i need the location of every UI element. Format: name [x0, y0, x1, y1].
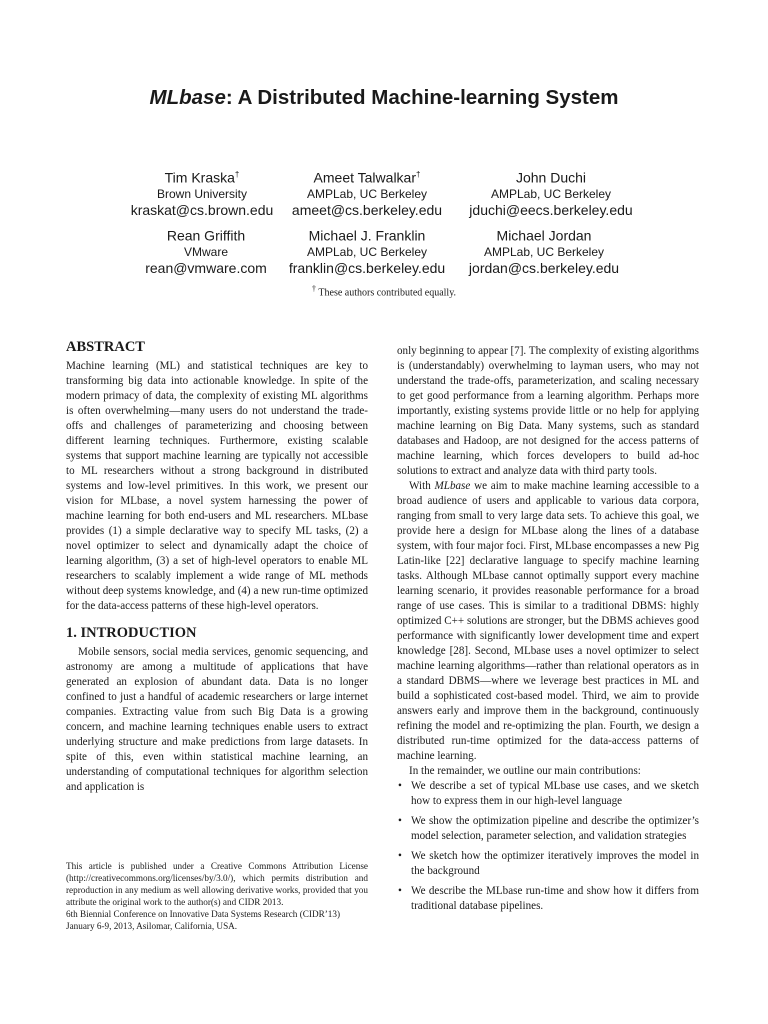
author-block — [444, 224, 644, 278]
author-affiliation: AMPLab, UC Berkeley — [490, 186, 612, 201]
author-affiliation: AMPLab, UC Berkeley — [306, 186, 428, 201]
intro-paragraph-1-continued: only beginning to appear [7]. The complexity of existing algorithms is (understandably) overwhelming to layman users, who may not understand the trade-offs, parameterization, and scaling necessary to get good performance from a learning algorithm. Perhaps more importantly, existing systems provide little or no help for applying machine learning on Big Data. Many systems, such as standard databases and Hadoop, are not designed for the access patterns of machine learning, which forces developers to build ad-hoc solutions to extract and analyze data with third party tools. — [397, 345, 699, 477]
author-affiliation: Brown University — [156, 186, 248, 201]
list-item: • We sketch how the optimizer iteratively improves the model in the background — [398, 850, 699, 877]
author-name: Ameet Talwalkar† — [313, 169, 421, 186]
author-block — [267, 166, 467, 220]
author-email: franklin@cs.berkeley.edu — [288, 259, 446, 276]
author-block — [267, 224, 467, 278]
conference-date-location: January 6-9, 2013, Asilomar, California, USA. — [66, 921, 238, 931]
system-name-italic: MLbase — [434, 480, 471, 492]
title-rest: : A Distributed Machine-learning System — [225, 86, 619, 109]
author-email: rean@vmware.com — [145, 259, 267, 276]
list-item: • We describe a set of typical MLbase use cases, and we sketch how to express them in our high-level language — [398, 780, 699, 807]
bullet-icon: • — [398, 815, 402, 827]
bullet-icon: • — [398, 780, 402, 792]
title-system-name: MLbase — [149, 86, 226, 109]
author-affiliation: AMPLab, UC Berkeley — [483, 244, 605, 259]
author-affiliation: AMPLab, UC Berkeley — [306, 244, 428, 259]
paper-title — [0, 86, 768, 110]
author-email: jduchi@eecs.berkeley.edu — [469, 201, 633, 218]
author-block — [451, 166, 651, 220]
intro-paragraph-2: With MLbase we aim to make machine learning accessible to a broad audience of users and applicable to various data corpora, ranging from small to very large data sets. To achieve this goal, we provide here a design for MLbase along the lines of a database system, with four major foci. First, MLbase encompasses a new Pig Latin-like [22] declarative language to specify machine learning tasks. Although MLbase cannot optimally support every machine learning scenario, it provides reasonable performance for a broad range of use cases. This is similar to a traditional DBMS: highly optimized C++ solutions are stronger, but the DBMS achieves good performance with significantly lower development time and expert knowledge [28]. Second, MLbase uses a novel optimizer to select machine learning algorithms—rather than relational operators as in a standard DBMS—where we leverage best practices in ML and build a sophisticated cost-based model. Third, we aim to provide answers early and improve them in the background, continuously refining the model and re-optimizing the plan. Fourth, we design a distributed run-time optimized for the data-access patterns of machine learning. — [397, 480, 699, 762]
bullet-icon: • — [398, 885, 402, 897]
abstract-text: Machine learning (ML) and statistical techniques are key to transforming big data into actionable knowledge. In spite of the modern primacy of data, the complexity of existing ML algorithms is often overwhelming—many users do not understand the trade-offs and challenges of parameterizing and choosing between different learning techniques. Furthermore, existing scalable systems that support machine learning are typically not accessible to ML researchers without a strong background in distributed systems and low-level primitives. In this work, we present our vision for MLbase, a novel system harnessing the power of machine learning for both end-users and ML researchers. MLbase provides (1) a simple declarative way to specify ML tasks, (2) a novel optimizer to select and dynamically adapt the choice of learning algorithm, (3) a set of high-level operators to enable ML researchers to scalably implement a wide range of ML methods without deep systems knowledge, and (4) a new run-time optimized for the data-access patterns of these high-level operators. — [66, 360, 368, 612]
author-name: Tim Kraska† — [164, 169, 240, 186]
right-column — [397, 344, 699, 919]
intro-paragraph-3: In the remainder, we outline our main contributions: — [409, 765, 641, 777]
author-name: Michael J. Franklin — [308, 227, 426, 244]
equal-contribution-mark: † — [234, 170, 240, 179]
author-name: Rean Griffith — [166, 227, 246, 244]
bullet-icon: • — [398, 850, 402, 862]
equal-contribution-mark: † — [311, 284, 317, 293]
intro-paragraph-1: Mobile sensors, social media services, genomic sequencing, and astronomy are among a multitude of applications that have generated an explosion of abundant data. Data is no longer confined to just a handful of academic researchers or large internet companies. Extracting value from such Big Data is a growing concern, and machine learning techniques enable users to extract underlying structure and make predictions from large datasets. In spite of this, even within statistical machine learning, an understanding of computational techniques for algorithm selection and application is — [66, 646, 368, 793]
abstract-heading: ABSTRACT — [66, 339, 145, 355]
contributions-list — [397, 779, 699, 914]
author-email: jordan@cs.berkeley.edu — [468, 259, 620, 276]
list-item: • We describe the MLbase run-time and show how it differs from traditional database pipelines. — [398, 885, 699, 912]
list-item: • We show the optimization pipeline and describe the optimizer’s model selection, parameter selection, and validation strategies — [398, 815, 699, 842]
author-email: kraskat@cs.brown.edu — [130, 201, 274, 218]
author-name: John Duchi — [515, 169, 587, 186]
author-name: Michael Jordan — [496, 227, 592, 244]
conference-name: 6th Biennial Conference on Innovative Data Systems Research (CIDR’13) — [66, 909, 341, 919]
equal-contribution-note: † These authors contributed equally. — [311, 284, 457, 299]
author-email: ameet@cs.berkeley.edu — [291, 201, 443, 218]
license-text: This article is published under a Creative Commons Attribution License (http://creativecommons.org/licenses/by/3.0/), which permits distribution and reproduction in any medium as well allowing derivative works, provided that you attribute the original work to the author(s) and CIDR 2013. — [66, 861, 368, 907]
introduction-heading: 1. INTRODUCTION — [66, 625, 197, 641]
left-column — [66, 340, 368, 795]
author-affiliation: VMware — [183, 244, 228, 259]
license-footnote — [66, 860, 368, 932]
equal-contribution-mark: † — [416, 170, 421, 179]
